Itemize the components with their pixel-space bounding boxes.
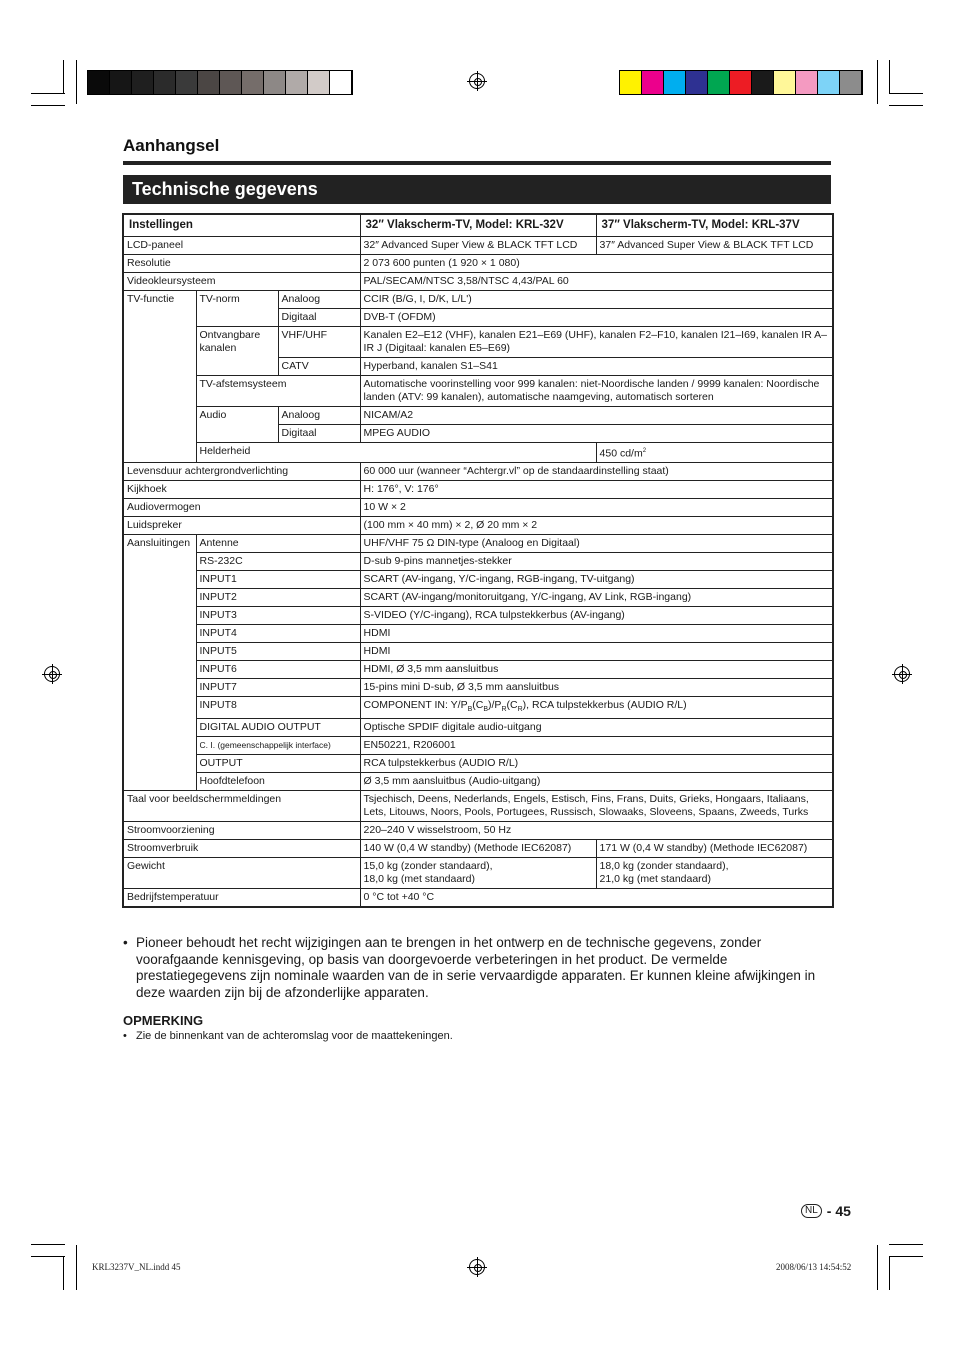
- crop-mark: [889, 1256, 890, 1290]
- table-row: CATV Hyperband, kanalen S1–S41: [123, 357, 833, 375]
- note-item: • Zie de binnenkant van de achteromslag voor de maattekeningen.: [123, 1030, 453, 1042]
- spec-table: [122, 213, 834, 908]
- table-row: TV-afstemsysteem Automatische voorinstelling voor 999 kanalen: niet-Noordische landen / 9999 kanalen: Noordische landen (ATV: 99 kanalen), automatische naamgeving, automatisch sorteren: [123, 375, 833, 406]
- section-heading: Aanhangsel: [123, 136, 220, 155]
- table-row: TV-functie TV-norm Analoog CCIR (B/G, I, D/K, L/L'): [123, 290, 833, 308]
- color-swatch: [796, 71, 818, 94]
- heading-rule: [123, 161, 831, 165]
- gray-color-bar: [87, 70, 353, 95]
- color-swatch: [110, 71, 132, 94]
- table-row: INPUT4 HDMI: [123, 625, 833, 643]
- note-heading: OPMERKING: [123, 1013, 204, 1028]
- language-badge: NL: [801, 1204, 822, 1218]
- color-swatch: [286, 71, 308, 94]
- crop-mark: [31, 1256, 65, 1257]
- table-row: Ontvangbare kanalen VHF/UHF Kanalen E2–E12 (VHF), kanalen E21–E69 (UHF), kanalen F2–F10, kanalen I21–I69, kanalen IR A–IR J (Digitaal: kanalen E5–E69): [123, 326, 833, 357]
- table-row: OUTPUT RCA tulpstekkerbus (AUDIO R/L): [123, 755, 833, 773]
- table-row: Helderheid 450 $cd/m^2$: [123, 442, 833, 463]
- table-row: Aansluitingen Antenne UHF/VHF 75 Ω DIN-type (Analoog en Digitaal): [123, 535, 833, 553]
- page-number: NL - 45: [801, 1203, 851, 1219]
- footer-date: 2008/06/13 14:54:52: [776, 1262, 852, 1272]
- connections-label: Aansluitingen: [123, 535, 196, 791]
- table-row: RS-232C D-sub 9-pins mannetjes-stekker: [123, 553, 833, 571]
- color-swatch: [154, 71, 176, 94]
- table-row: Videokleursysteem PAL/SECAM/NTSC 3,58/NTSC 4,43/PAL 60: [123, 272, 833, 290]
- registration-mark-icon: [44, 666, 60, 682]
- table-row: Luidspreker (100 mm × 40 mm) × 2, Ø 20 mm × 2: [123, 517, 833, 535]
- table-row: C. I. (gemeenschappelijk interface) EN50221, R206001: [123, 737, 833, 755]
- table-row: Kijkhoek H: 176°, V: 176°: [123, 481, 833, 499]
- color-swatch: [220, 71, 242, 94]
- crop-mark: [889, 1244, 923, 1245]
- table-row: INPUT1 SCART (AV-ingang, Y/C-ingang, RGB-ingang, TV-uitgang): [123, 571, 833, 589]
- crop-mark: [31, 93, 65, 94]
- disclaimer-paragraph: • Pioneer behoudt het recht wijzigingen aan te brengen in het ontwerp en de technische gegevens, zonder voorafgaande kennisgeving, op basis van doorgevoerde verbeteringen in het product. De vermelde prestatiegegevens zijn nominale waarden van de in serie vervaardigde apparaten. Er kunnen kleine afwijkingen in deze waarden zijn bij de afzonderlijke apparaten.: [123, 935, 816, 1000]
- table-row: Audiovermogen 10 W × 2: [123, 499, 833, 517]
- crop-mark: [889, 105, 923, 106]
- header-model-32: 32″ Vlakscherm-TV, Model: KRL-32V: [360, 214, 596, 236]
- color-swatch: [308, 71, 330, 94]
- title-bar: [123, 175, 831, 204]
- bullet-icon: •: [123, 935, 128, 950]
- table-row: Levensduur achtergrondverlichting 60 000 uur (wanneer “Achtergr.vl” op de standaardinstelling staat): [123, 463, 833, 481]
- crop-mark: [63, 1256, 64, 1290]
- table-row: Bedrijfstemperatuur 0 °C tot +40 °C: [123, 889, 833, 908]
- table-row: Gewicht 15,0 kg (zonder standaard), 18,0 kg (met standaard) 18,0 kg (zonder standaard), 21,0 kg (met standaard): [123, 858, 833, 889]
- table-row: DIGITAL AUDIO OUTPUT Optische SPDIF digitale audio-uitgang: [123, 719, 833, 737]
- color-swatch: [752, 71, 774, 94]
- page-title: Technische gegevens: [132, 179, 318, 199]
- color-swatch: [708, 71, 730, 94]
- crop-mark: [889, 60, 890, 93]
- color-swatch: [242, 71, 264, 94]
- color-swatch: [176, 71, 198, 94]
- color-swatch: [642, 71, 664, 94]
- table-row: LCD-paneel 32″ Advanced Super View & BLACK TFT LCD 37″ Advanced Super View & BLACK TFT LCD: [123, 236, 833, 254]
- table-row: INPUT5 HDMI: [123, 643, 833, 661]
- table-row: Resolutie 2 073 600 punten (1 920 × 1 080): [123, 254, 833, 272]
- color-swatch: [132, 71, 154, 94]
- color-swatch: [664, 71, 686, 94]
- table-row: INPUT6 HDMI, Ø 3,5 mm aansluitbus: [123, 661, 833, 679]
- color-swatch: [774, 71, 796, 94]
- bullet-icon: •: [123, 1030, 127, 1042]
- color-swatch: [620, 71, 642, 94]
- crop-mark: [63, 60, 64, 93]
- table-row: INPUT8 COMPONENT IN: $Y/P_B(C_B)/P_R(C_R)$, RCA tulpstekkerbus (AUDIO R/L): [123, 697, 833, 719]
- crop-mark: [877, 60, 878, 104]
- footer-file: KRL3237V_NL.indd 45: [92, 1262, 181, 1272]
- color-swatch: [264, 71, 286, 94]
- table-row: Taal voor beeldschermmeldingen Tsjechisch, Deens, Nederlands, Engels, Estisch, Fins, Frans, Duits, Grieks, Hongaars, Italiaans, Lets, Litouws, Noors, Pools, Portugees, Russisch, Slowaaks, Sloveens, Spaans, Zweeds, Turks: [123, 791, 833, 822]
- crop-mark: [76, 60, 77, 104]
- color-swatch: [88, 71, 110, 94]
- crop-mark: [76, 1245, 77, 1290]
- process-color-bar: [619, 70, 863, 95]
- crop-mark: [877, 1245, 878, 1290]
- table-row: Digitaal DVB-T (OFDM): [123, 308, 833, 326]
- registration-mark-icon: [894, 666, 910, 682]
- crop-mark: [31, 105, 65, 106]
- table-row: Stroomverbruik 140 W (0,4 W standby) (Methode IEC62087) 171 W (0,4 W standby) (Methode IEC62087): [123, 840, 833, 858]
- header-settings: Instellingen: [123, 214, 360, 236]
- crop-mark: [889, 93, 923, 94]
- table-row: INPUT7 15-pins mini D-sub, Ø 3,5 mm aansluitbus: [123, 679, 833, 697]
- table-row: Audio Analoog NICAM/A2: [123, 406, 833, 424]
- color-swatch: [198, 71, 220, 94]
- table-row: Stroomvoorziening 220–240 V wisselstroom, 50 Hz: [123, 822, 833, 840]
- color-swatch: [730, 71, 752, 94]
- crop-mark: [31, 1244, 65, 1245]
- registration-mark-icon: [469, 1259, 485, 1275]
- table-row: Hoofdtelefoon Ø 3,5 mm aansluitbus (Audio-uitgang): [123, 773, 833, 791]
- connections-group: [123, 535, 833, 791]
- table-row: Digitaal MPEG AUDIO: [123, 424, 833, 442]
- crop-mark: [889, 1256, 923, 1257]
- color-swatch: [840, 71, 862, 94]
- color-swatch: [330, 71, 352, 94]
- table-header-row: [123, 214, 833, 236]
- table-row: INPUT3 S-VIDEO (Y/C-ingang), RCA tulpstekkerbus (AV-ingang): [123, 607, 833, 625]
- header-model-37: 37″ Vlakscherm-TV, Model: KRL-37V: [596, 214, 833, 236]
- color-swatch: [818, 71, 840, 94]
- table-row: INPUT2 SCART (AV-ingang/monitoruitgang, Y/C-ingang, AV Link, RGB-ingang): [123, 589, 833, 607]
- registration-mark-icon: [469, 73, 485, 89]
- color-swatch: [686, 71, 708, 94]
